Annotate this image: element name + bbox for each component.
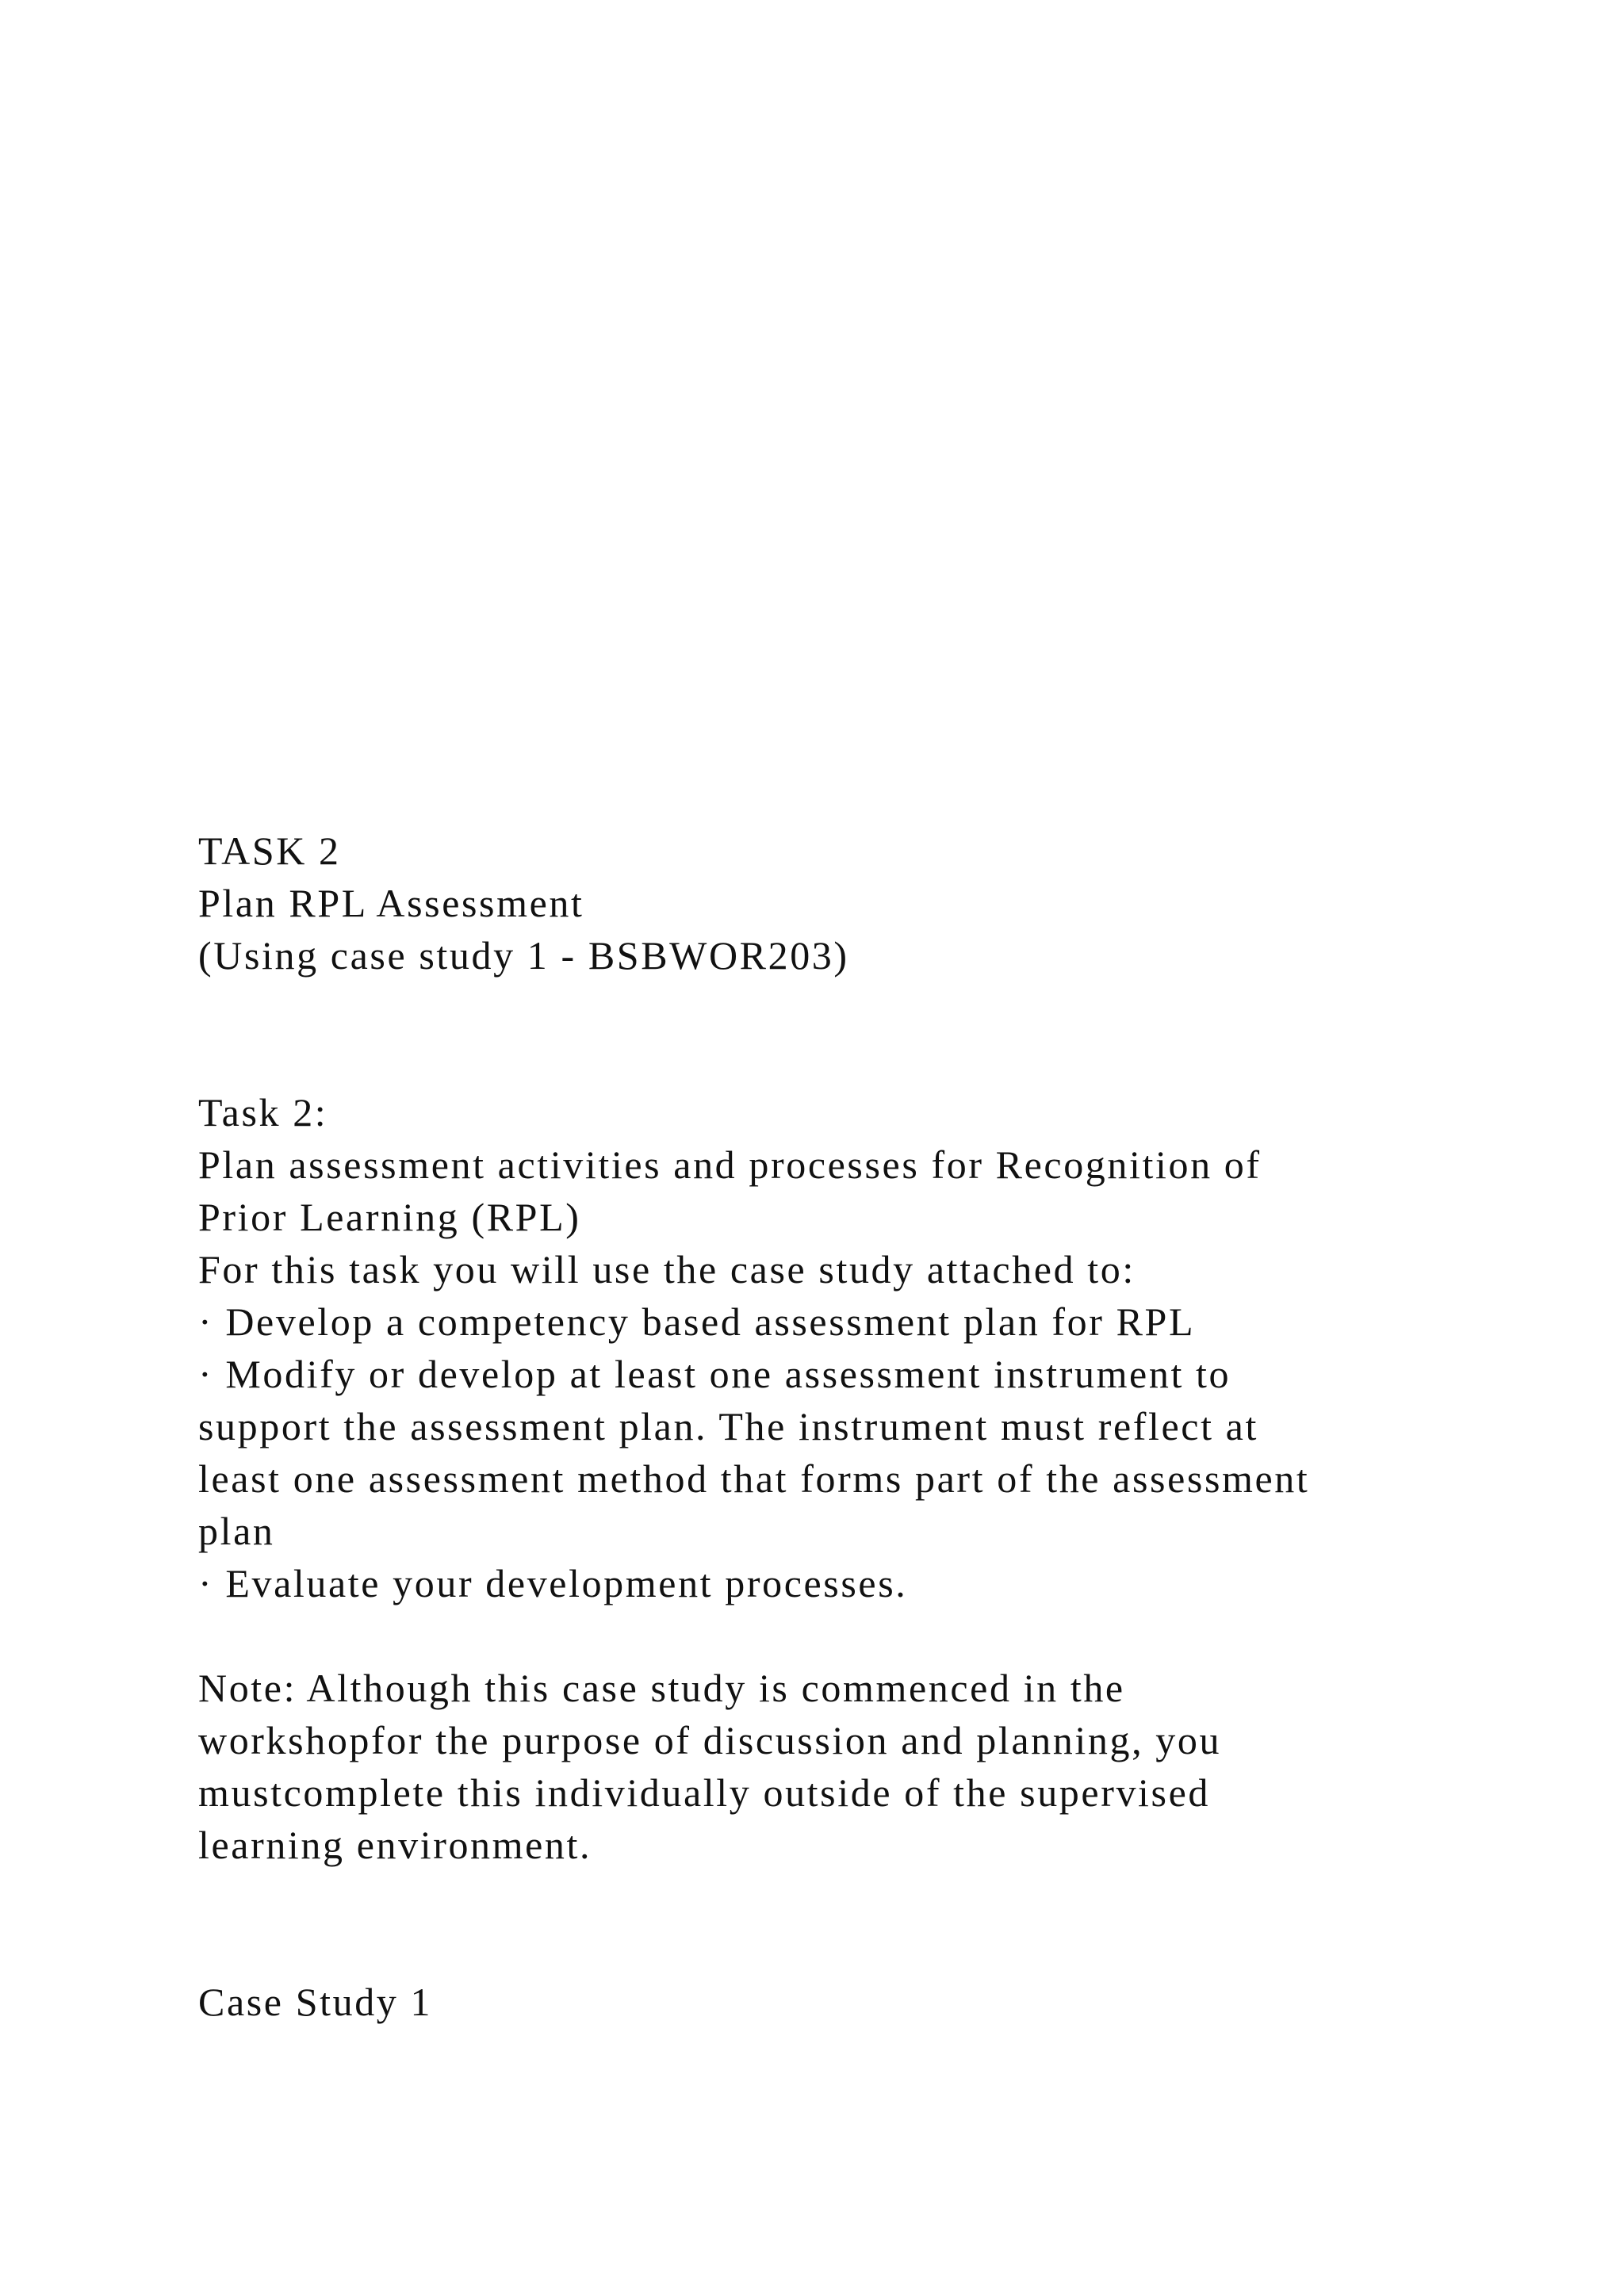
bullet-item-continuation: least one assessment method that forms part of the assessment <box>198 1456 1310 1501</box>
note-line: Note: Although this case study is commenced in the <box>198 1666 1125 1710</box>
bullet-item: · Modify or develop at least one assessment instrument to <box>198 1352 1231 1396</box>
bullet-item: · Evaluate your development processes. <box>198 1561 908 1605</box>
spacer <box>198 1609 1483 1662</box>
bullet-item: · Develop a competency based assessment plan for RPL <box>198 1299 1196 1344</box>
task-label: Task 2: <box>198 1090 328 1135</box>
task-heading-subtitle: Plan RPL Assessment <box>198 881 584 925</box>
task-title-line: Prior Learning (RPL) <box>198 1195 581 1239</box>
spacer <box>198 982 1483 1034</box>
case-study-heading: Case Study 1 <box>198 1980 433 2024</box>
note-line: workshopfor the purpose of discussion and planning, you <box>198 1718 1222 1762</box>
task-title-line: Plan assessment activities and processes for Recognition of <box>198 1142 1262 1187</box>
spacer <box>198 1034 1483 1086</box>
spacer <box>198 1871 1483 1923</box>
spacer <box>198 1923 1483 1976</box>
note-line: mustcomplete this individually outside of the supervised <box>198 1770 1210 1815</box>
task-intro: For this task you will use the case study attached to: <box>198 1247 1136 1292</box>
task-heading-case-ref: (Using case study 1 - BSBWOR203) <box>198 933 849 978</box>
bullet-item-continuation: support the assessment plan. The instrument must reflect at <box>198 1404 1258 1448</box>
task-heading-title: TASK 2 <box>198 828 341 873</box>
document-body <box>198 825 1483 2028</box>
bullet-item-continuation: plan <box>198 1509 275 1553</box>
note-line: learning environment. <box>198 1823 592 1867</box>
